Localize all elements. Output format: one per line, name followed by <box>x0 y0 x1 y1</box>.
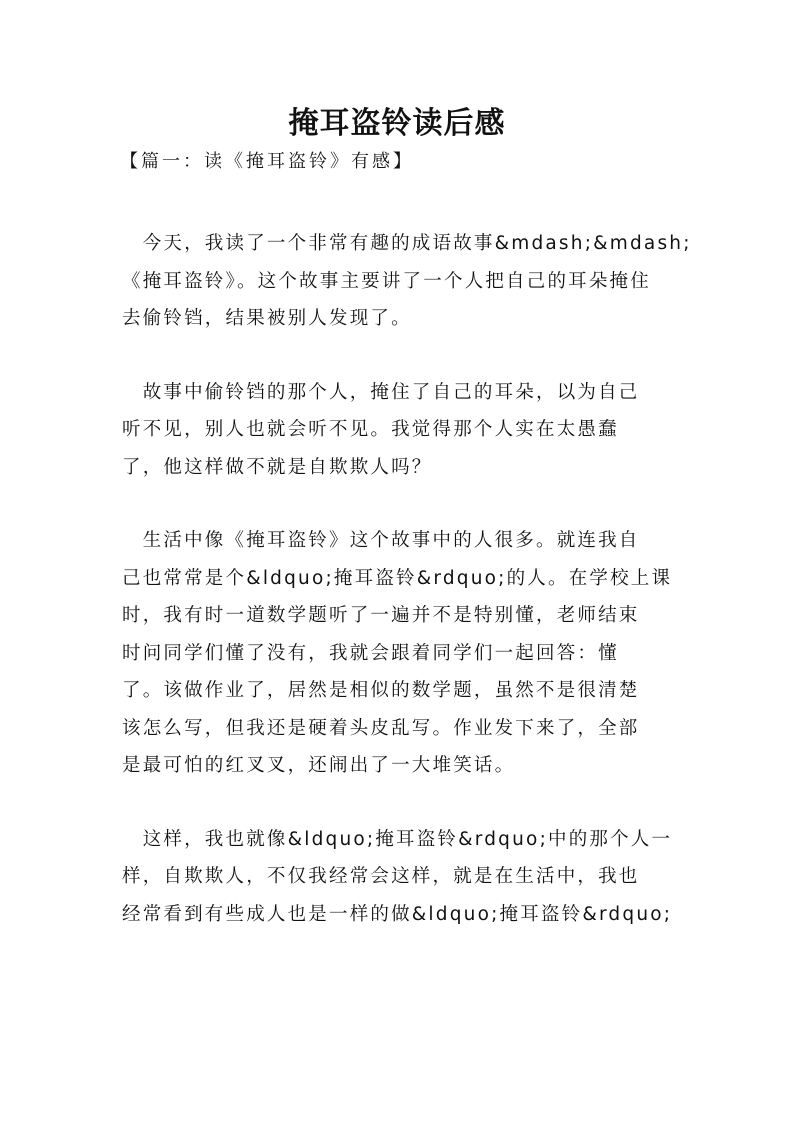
text-line: 《掩耳盗铃》。这个故事主要讲了一个人把自己的耳朵掩住 <box>122 270 651 292</box>
text-line: 经常看到有些成人也是一样的做&ldquo;掩耳盗铃&rdquo; <box>122 903 673 925</box>
document-body <box>122 225 692 969</box>
paragraph-4 <box>122 821 673 934</box>
text-line: 是最可怕的红叉叉，还闹出了一大堆笑话。 <box>122 755 516 776</box>
section-heading: 【篇一：读《掩耳盗铃》有感】 <box>120 151 414 172</box>
text-line: 生活中像《掩耳盗铃》这个故事中的人很多。就连我自 <box>122 530 640 551</box>
text-line: 时问同学们懂了没有，我就会跟着同学们一起回答：懂 <box>122 642 619 664</box>
text-line: 听不见，别人也就会听不见。我觉得那个人实在太愚蠢 <box>122 419 619 440</box>
text-line: 了。该做作业了，居然是相似的数学题，虽然不是很清楚 <box>122 680 640 701</box>
paragraph-2 <box>122 374 670 487</box>
document-title: 掩耳盗铃读后感 <box>288 106 506 141</box>
text-line: 这样，我也就像&ldquo;掩耳盗铃&rdquo;中的那个人一 <box>122 828 673 850</box>
paragraph-1 <box>122 225 692 338</box>
text-line: 故事中偷铃铛的那个人，掩住了自己的耳朵，以为自己 <box>122 381 640 403</box>
text-line: 去偷铃铛，结果被别人发现了。 <box>122 308 412 329</box>
text-line: 时，我有时一道数学题听了一遍并不是特别懂，老师结束 <box>122 605 640 626</box>
text-line: 己也常常是个&ldquo;掩耳盗铃&rdquo;的人。在学校上课 <box>122 567 673 589</box>
text-line: 今天，我读了一个非常有趣的成语故事&mdash;&mdash; <box>122 233 692 254</box>
text-line: 该怎么写，但我还是硬着头皮乱写。作业发下来了，全部 <box>122 717 640 739</box>
text-line: 样，自欺欺人，不仅我经常会这样，就是在生活中，我也 <box>122 866 640 887</box>
text-line: 了，他这样做不就是自欺欺人吗？ <box>122 456 433 478</box>
paragraph-3 <box>122 522 673 785</box>
